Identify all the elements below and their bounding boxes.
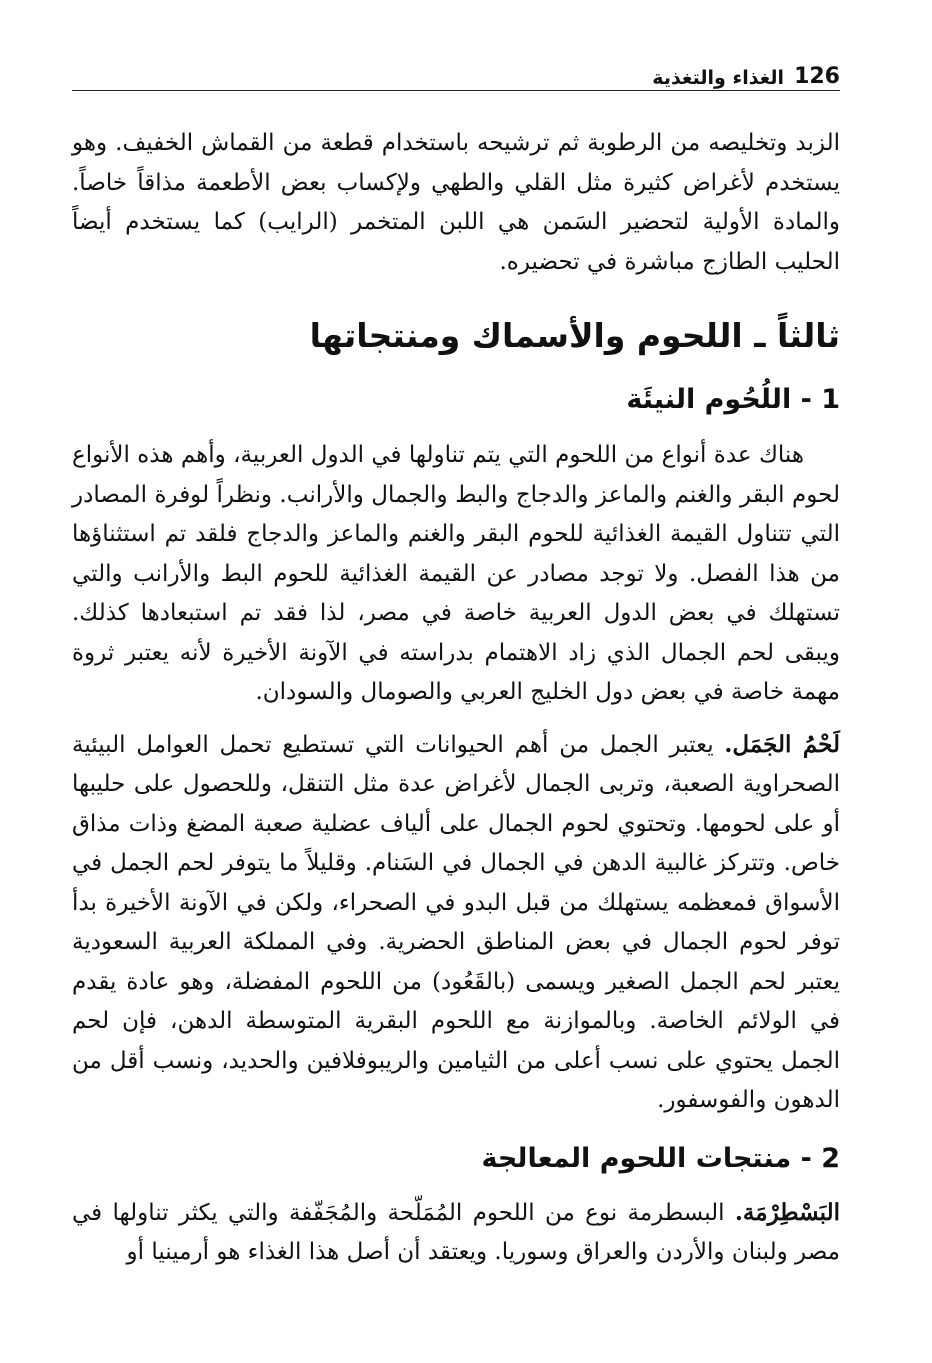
header-divider [72,90,840,91]
camel-meat-term: لَحْمُ الجَمَل. [724,730,840,758]
raw-meat-paragraph: هناك عدة أنواع من اللحوم التي يتم تناولها في الدول العربية، وأهم هذه الأنواع لحوم البقر والغنم والماعز والدجاج والبط والجمال والأرانب. ونظراً لوفرة المصادر التي تتناول القيمة الغذائية للحوم البقر والغنم والماعز والدجاج فلقد تم استثناؤها من هذا الفصل. ولا توجد مصادر عن القيمة الغذائية للحوم البط والأرانب والتي تستهلك في بعض الدول العربية خاصة في مصر، لذا فقد تم استبعادها كذلك. ويبقى لحم الجمال الذي زاد الاهتمام بدراسته في الآونة الأخيرة لأنه يعتبر ثروة مهمة خاصة في بعض دول الخليج العربي والصومال والسودان. [72,442,840,705]
running-header [72,52,840,88]
subsection-heading-processed-meat: 2 - منتجات اللحوم المعالجة [481,1142,840,1174]
camel-meat-text: يعتبر الجمل من أهم الحيوانات التي تستطيع تحمل العوامل البيئية الصحراوية الصعبة، وتربى الجمال لأغراض عدة مثل التنقل، وللحصول على حليبها أو على لحومها. وتحتوي لحوم الجمال على ألياف عضلية صعبة المضغ وذات مذاق خاص. وتتركز غالبية الدهن في الجمال في السَنام. وقليلاً ما يتوفر لحم الجمل في الأسواق فمعظمه يستهلك من قبل البدو في الصحراء، ولكن في الآونة الأخيرة بدأ توفر لحوم الجمال في بعض المناطق الحضرية. وفي المملكة العربية السعودية يعتبر لحم الجمل الصغير ويسمى (بالقَعُود) من اللحوم المفضلة، وهو عادة يقدم في الولائم الخاصة. وبالموازنة مع اللحوم البقرية المتوسطة الدهن، فإن لحم الجمل يحتوي على نسب أعلى من الثيامين والريبوفلافين والحديد، ونسب أقل من الدهون والفوسفور. [72,731,840,1113]
section-heading: ثالثاً ـ اللحوم والأسماك ومنتجاتها [309,316,840,355]
intro-paragraph: الزبد وتخليصه من الرطوبة ثم ترشيحه باستخدام قطعة من القماش الخفيف. وهو يستخدم لأغراض كثيرة مثل القلي والطهي ولإكساب بعض الأطعمة مذاقاً خاصاً. والمادة الأولية لتحضير السَمن هي اللبن المتخمر (الرايب) كما يستخدم أيضاً الحليب الطازج مباشرة في تحضيره. [72,130,840,275]
basterma-term: البَسْطِرْمَة. [734,1198,840,1226]
page-number: 126 [794,64,840,89]
camel-meat-paragraph [72,725,840,1121]
subsection-heading-raw-meat: 1 - اللُحُوم النيئَة [626,384,840,415]
basterma-paragraph [72,1193,840,1273]
running-header-title: الغذاء والتغذية [652,67,785,89]
page-body [72,124,840,1273]
basterma-text: البسطرمة نوع من اللحوم المُمَلّحة والمُجَفّفة والتي يكثر تناولها في مصر ولبنان والأردن والعراق وسوريا. ويعتقد أن أصل هذا الغذاء هو أرمينيا أو [72,1199,840,1265]
